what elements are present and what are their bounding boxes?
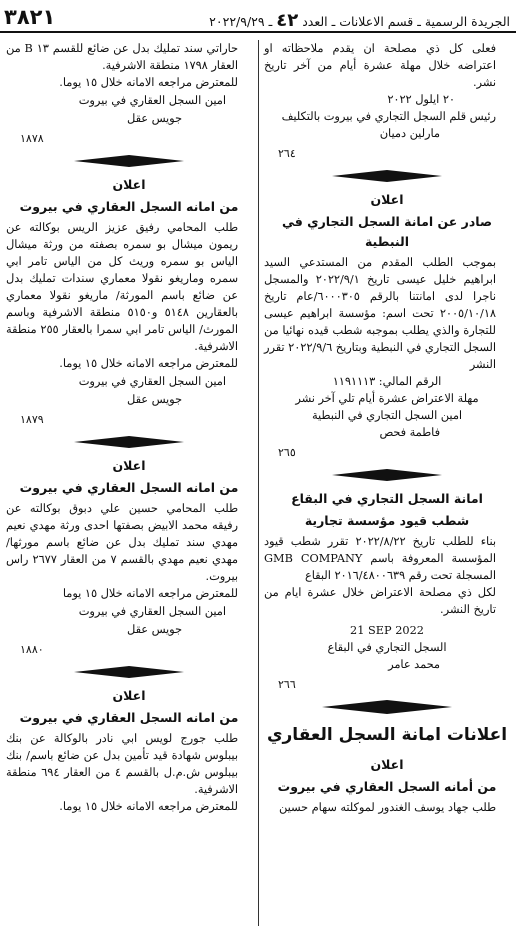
notice-number: ١٨٨٠ [20,643,44,656]
notice-number: ٢٦٤ [278,147,296,160]
ornament-icon [332,469,442,481]
ornament-icon [74,436,184,448]
left-column [6,40,252,815]
separator-ornament [6,661,252,683]
ornament-icon [74,666,184,678]
objection-notice: للمعترض مراجعه الامانه خلال ١٥ يوما. [59,800,238,813]
signer-name: فاطمة فحص [379,426,440,439]
section-title: اعلانات امانة السجل العقاري [266,725,508,745]
notice-subheading: من أمانه السجل العقاري في بيروت [277,779,497,794]
signer-title: امين السجل العقاري في بيروت [78,375,226,388]
financial-number: الرقم المالي: ١١٩١١١٣ [332,375,442,388]
page-header [0,0,516,33]
signer-title: امين السجل العقاري في بيروت [78,94,226,107]
notice-text: طلب جهاد يوسف الغندور لموكلته سهام حسين [278,801,496,814]
notice-heading: اعلان [370,757,404,772]
notice-subheading: من امانه السجل العقاري في بيروت [19,710,239,725]
notice-text: فعلى كل ذي مصلحة ان يقدم ملاحظاته او اعتراضه خلال مهلة عشرة أيام من آخر تاريخ نشر. [264,42,496,89]
notice-subheading: من امانه السجل العقاري في بيروت [19,480,239,495]
signer-title: امين السجل التجاري في النبطية [311,409,463,422]
notice-number: ١٨٧٨ [20,132,44,145]
notice-text: بناء للطلب تاريخ ٢٠٢٢/٨/٢٢ تقرر شطب قيود المؤسسة المعروفة باسم GMB COMPANY المسجلة تحت رقم ٢٠١٦/٤٨٠٠٦٣٩ البقاع [264,535,497,582]
header-title [209,10,510,31]
column-divider [258,40,259,926]
signer-name: جويس عقل [127,112,182,125]
notice-heading: اعلان [112,688,146,703]
notice-heading: اعلان [112,458,146,473]
notice-date: ٢٠ ايلول ٢٠٢٢ [387,93,455,106]
notice-text: بموجب الطلب المقدم من المستدعي السيد ابراهيم خليل عيسى تاريخ ٢٠٢٢/٩/١ والمسجل ناجرا لدى امانتنا بالرقم ٦٠٠٠٣٠٥/عام تاريخ ٢٠٠٥/١٠/١٨ تحت اسم: مؤسسة ابراهيم عيسى للتجارة والذي يطلب بموجبه شطب قيده نهائيا من السجل التجاري في النبطية وبتاريخ ٢٠٢٢/٩/٦ تقرر النشر [264,256,496,371]
notice-text: لكل ذي مصلحة الاعتراض خلال عشرة ايام من تاريخ النشر. [264,586,496,616]
notice-text: طلب المحامي رفيق عزيز الريس بوكالته عن ريمون ميشال بو سمره بصفته من ورثة ميشال الياس بو سمره وريث كل من الياس تامر ابي سمره وماريغو نقولا معماري سندات تمليك بدل عن ضائع باسم المورثة/ ماريغو نقولا معماري بالعقارين ٥١٤٨ و٥١٥٠ منطقة الاشرفية وباسم المورث/ الياس تامر ابي سمرا بالعقار ٢٥٥ منطقة الاشرفية. [6,221,239,353]
separator-ornament [264,464,510,486]
ornament-icon [332,170,442,182]
notice-number: ١٨٧٩ [20,413,44,426]
ornament-icon [322,700,452,714]
objection-notice: مهلة الاعتراض عشرة أيام تلي آخر نشر [295,392,479,405]
notice-number: ٢٦٥ [278,446,296,459]
separator-ornament [264,165,510,187]
notice-subheading: من امانه السجل العقاري في بيروت [19,199,239,214]
notice-subheading-2: شطب قيود مؤسسة تجارية [304,513,470,528]
notice-date: 21 SEP 2022 [350,624,424,637]
issue-date: ـ ٢٠٢٢/٩/٢٩ [209,14,273,29]
objection-notice: للمعترض مراجعه الامانه خلال ١٥ يوما. [59,76,238,89]
signer-name: جويس عقل [127,393,182,406]
objection-notice: للمعترض مراجعه الامانه خلال ١٥ يوما [62,587,238,600]
publication-name: الجريدة الرسمية ـ قسم الاعلانات ـ العدد [302,14,510,29]
notice-heading: اعلان [370,192,404,207]
objection-notice: للمعترض مراجعه الامانه خلال ١٥ يوما. [59,357,238,370]
signer-title: امين السجل العقاري في بيروت [78,605,226,618]
notice-heading: اعلان [112,177,146,192]
separator-ornament [6,431,252,453]
signer-title: السجل التجاري في البقاع [327,641,447,654]
notice-text: حاراتي سند تمليك بدل عن ضائع للقسم ١٣ B من العقار ١٧٩٨ منطقة الاشرفية. [6,42,238,72]
signer-title: رئيس قلم السجل التجاري في بيروت بالتكليف [281,110,496,123]
separator-ornament [6,150,252,172]
right-column [264,40,510,816]
notice-subheading: امانة السجل التجاري في البقاع [291,491,483,506]
signer-name: جويس عقل [127,623,182,636]
page-number: ٣٨٢١ [4,5,56,29]
notice-text: طلب المحامي حسين علي دبوق بوكالته عن رفيقه محمد الابيض بصفتها احدى ورثة مهدي نعيم مهدي سند تمليك بدل عن ضائع باسم مورثها/ مهدي نعيم مهدي بالقسم ٧ من العقار ٢٦٧٧ راس بيروت. [6,502,238,583]
header-rule [0,31,516,33]
notice-subheading: صادر عن امانة السجل التجاري في النبطية [281,214,493,249]
notice-number: ٢٦٦ [278,678,296,691]
notice-text: طلب جورج لويس ابي نادر بالوكالة عن بنك بيبلوس شهادة قيد تأمين بدل عن ضائع باسم/ بنك بيبلوس ش.م.ل بالقسم ٤ من العقار ٦٩٤ منطقة الاشرفية. [6,732,238,796]
signer-name: محمد عامر [388,658,440,671]
ornament-icon [74,155,184,167]
separator-ornament [264,696,510,718]
issue-number: ٤٢ [276,10,299,31]
signer-name: مارلين دميان [379,127,440,140]
